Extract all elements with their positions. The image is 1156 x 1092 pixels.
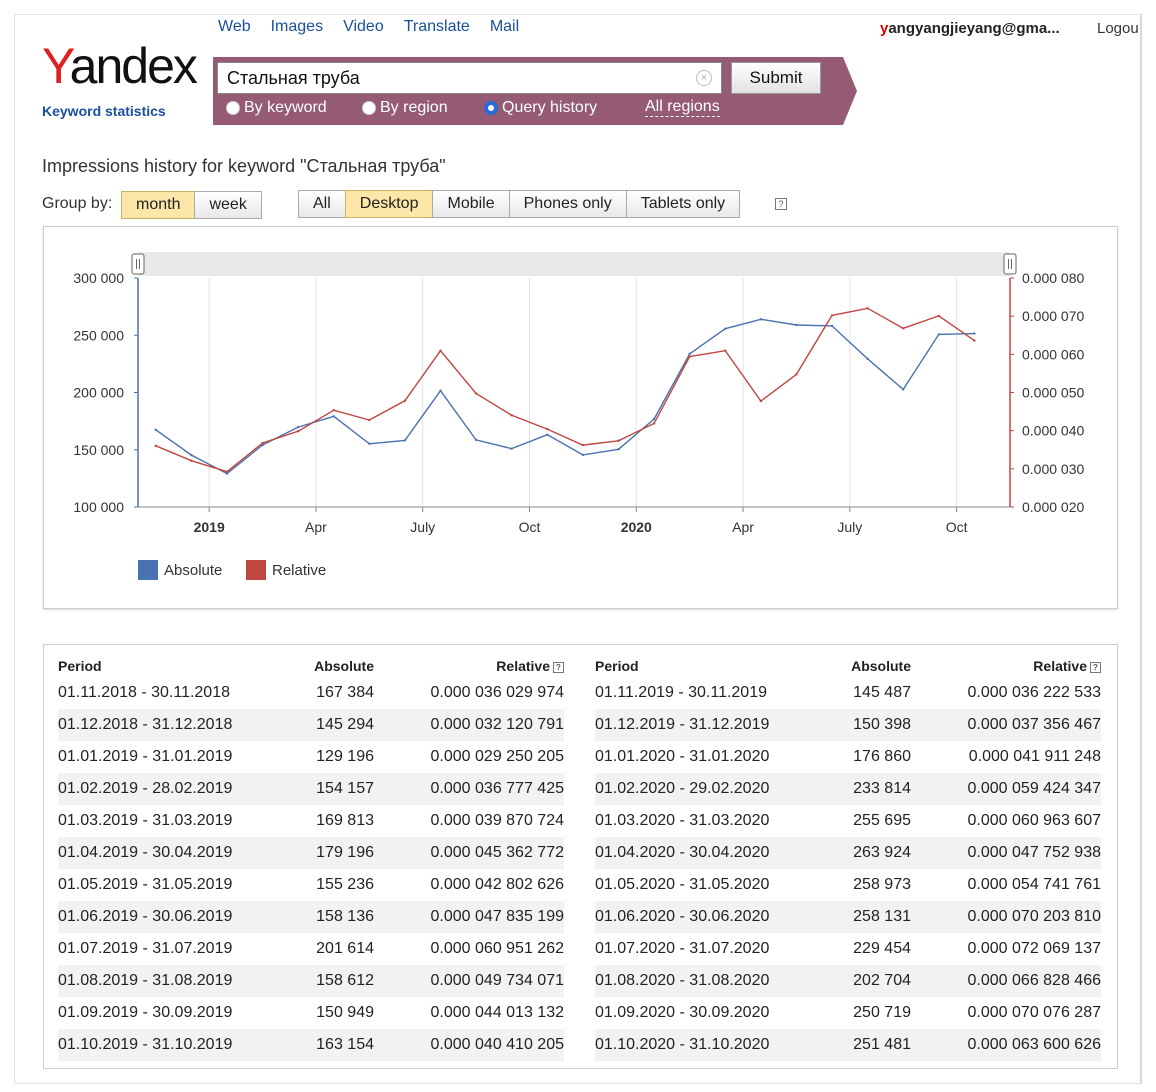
cell-relative: 0.000 047 752 938 <box>911 837 1101 869</box>
data-point-relative <box>724 349 726 351</box>
cell-relative: 0.000 037 356 467 <box>911 709 1101 741</box>
cell-relative: 0.000 072 069 137 <box>967 940 1101 957</box>
table-row <box>595 837 1101 869</box>
data-point-absolute <box>333 415 335 417</box>
data-point-relative <box>546 428 548 430</box>
table-row <box>595 773 1101 805</box>
cell-period: 01.08.2019 - 31.08.2019 <box>58 965 278 997</box>
y-tick-label-right: 0.000 040 <box>1022 422 1085 439</box>
cell-period: 01.06.2019 - 30.06.2019 <box>58 901 278 933</box>
x-tick-label: Apr <box>305 519 327 535</box>
data-point-absolute <box>617 448 619 450</box>
cell-relative: 0.000 047 835 199 <box>374 901 564 933</box>
history-table-right <box>595 655 1101 1061</box>
logo-subtitle: Keyword statistics <box>42 103 166 119</box>
nav-images-link[interactable]: Images <box>270 18 324 35</box>
search-input[interactable] <box>217 62 722 94</box>
chart-container <box>43 226 1118 609</box>
table-row <box>58 965 564 997</box>
table-row <box>58 677 564 709</box>
radio-selected-icon <box>484 101 498 115</box>
device-desktop-button[interactable]: Desktop <box>345 190 433 218</box>
cell-absolute: 129 196 <box>316 748 374 765</box>
user-name: angyangjieyang@gma... <box>888 20 1060 37</box>
y-tick-label-right: 0.000 060 <box>1022 346 1085 363</box>
y-tick-label-left: 200 000 <box>73 384 124 401</box>
col-period[interactable]: Period <box>58 658 102 674</box>
table-row <box>595 901 1101 933</box>
help-icon[interactable]: ? <box>775 198 787 210</box>
table-row <box>595 805 1101 837</box>
range-handle-left[interactable] <box>132 254 144 274</box>
user-initial: y <box>880 20 889 37</box>
cell-relative: 0.000 044 013 132 <box>430 1004 564 1021</box>
data-point-absolute <box>653 418 655 420</box>
help-icon[interactable]: ? <box>1090 662 1101 673</box>
cell-absolute: 202 704 <box>815 965 911 997</box>
cell-relative: 0.000 036 777 425 <box>374 773 564 805</box>
cell-absolute: 158 612 <box>278 965 374 997</box>
cell-absolute: 167 384 <box>316 684 374 701</box>
cell-period: 01.09.2020 - 30.09.2020 <box>595 1004 770 1021</box>
data-point-relative <box>297 430 299 432</box>
data-point-relative <box>261 442 263 444</box>
cell-absolute: 250 719 <box>853 1004 911 1021</box>
radio-by-keyword[interactable]: By keyword <box>226 99 327 117</box>
radio-circle-icon <box>226 101 240 115</box>
cell-absolute: 145 487 <box>853 684 911 701</box>
table-row <box>58 869 564 901</box>
x-tick-label: Apr <box>732 519 754 535</box>
data-point-relative <box>155 445 157 447</box>
table-row <box>58 901 564 933</box>
table-row <box>595 677 1101 709</box>
device-all-button[interactable]: All <box>298 190 345 218</box>
data-point-relative <box>582 444 584 446</box>
cell-period: 01.09.2019 - 30.09.2019 <box>58 1004 233 1021</box>
cell-absolute: 251 481 <box>815 1029 911 1061</box>
cell-period: 01.05.2019 - 31.05.2019 <box>58 876 233 893</box>
table-row <box>58 933 564 965</box>
data-point-absolute <box>190 454 192 456</box>
cell-absolute: 229 454 <box>853 940 911 957</box>
data-point-absolute <box>760 318 762 320</box>
group-month-button[interactable]: month <box>121 191 194 219</box>
data-point-absolute <box>511 447 513 449</box>
col-absolute[interactable]: Absolute <box>314 658 374 674</box>
group-by-toggle <box>121 191 262 219</box>
cell-period: 01.10.2020 - 31.10.2020 <box>595 1029 815 1061</box>
data-point-absolute <box>902 388 904 390</box>
cell-absolute: 150 949 <box>316 1004 374 1021</box>
yandex-logo[interactable]: Yandex <box>42 38 196 94</box>
y-tick-label-right: 0.000 030 <box>1022 460 1085 477</box>
y-tick-label-left: 150 000 <box>73 441 124 458</box>
data-point-absolute <box>831 325 833 327</box>
legend-swatch-relative <box>246 560 266 580</box>
data-point-absolute <box>368 443 370 445</box>
cell-period: 01.12.2018 - 31.12.2018 <box>58 709 278 741</box>
data-point-relative <box>439 350 441 352</box>
data-point-relative <box>190 460 192 462</box>
cell-relative: 0.000 036 222 533 <box>967 684 1101 701</box>
data-point-absolute <box>297 426 299 428</box>
cell-period: 01.03.2019 - 31.03.2019 <box>58 812 233 829</box>
cell-absolute: 145 294 <box>278 709 374 741</box>
data-point-relative <box>511 414 513 416</box>
cell-absolute: 163 154 <box>278 1029 374 1061</box>
cell-period: 01.02.2019 - 28.02.2019 <box>58 773 278 805</box>
data-point-relative <box>795 373 797 375</box>
table-row <box>595 997 1101 1029</box>
table-row <box>58 709 564 741</box>
device-filter <box>298 190 740 218</box>
cell-relative: 0.000 042 802 626 <box>430 876 564 893</box>
table-row <box>58 1029 564 1061</box>
data-point-absolute <box>973 332 975 334</box>
table-row <box>58 805 564 837</box>
data-point-relative <box>226 470 228 472</box>
cell-period: 01.07.2019 - 31.07.2019 <box>58 940 233 957</box>
data-point-absolute <box>582 454 584 456</box>
table-row <box>58 997 564 1029</box>
table-row <box>595 933 1101 965</box>
range-selector-track <box>138 252 1010 276</box>
cell-period: 01.07.2020 - 31.07.2020 <box>595 940 770 957</box>
data-point-relative <box>368 419 370 421</box>
all-regions-link[interactable]: All regions <box>645 98 720 115</box>
cell-period: 01.10.2019 - 31.10.2019 <box>58 1029 278 1061</box>
data-point-absolute <box>938 333 940 335</box>
cell-relative: 0.000 054 741 761 <box>967 876 1101 893</box>
x-tick-label: July <box>837 519 863 535</box>
clear-icon[interactable]: × <box>696 70 712 86</box>
cell-period: 01.03.2020 - 31.03.2020 <box>595 812 770 829</box>
cell-absolute: 155 236 <box>316 876 374 893</box>
table-row <box>58 741 564 773</box>
cell-period: 01.04.2020 - 30.04.2020 <box>595 837 815 869</box>
cell-absolute: 179 196 <box>278 837 374 869</box>
cell-relative: 0.000 070 203 810 <box>911 901 1101 933</box>
logout-link[interactable]: Logou <box>1097 20 1139 37</box>
device-mobile-button[interactable]: Mobile <box>432 190 508 218</box>
x-tick-label: July <box>410 519 436 535</box>
group-week-button[interactable]: week <box>194 191 261 219</box>
cell-period: 01.11.2019 - 30.11.2019 <box>595 684 767 701</box>
nav-web-link[interactable]: Web <box>218 18 251 35</box>
top-nav <box>218 18 519 36</box>
y-tick-label-right: 0.000 020 <box>1022 499 1085 515</box>
y-tick-label-left: 250 000 <box>73 327 124 344</box>
cell-relative: 0.000 049 734 071 <box>374 965 564 997</box>
table-row <box>58 837 564 869</box>
data-point-relative <box>760 400 762 402</box>
radio-circle-icon <box>362 101 376 115</box>
cell-relative: 0.000 029 250 205 <box>430 748 564 765</box>
page-title: Impressions history for keyword "Стальная труба" <box>42 156 446 176</box>
data-point-absolute <box>404 439 406 441</box>
cell-relative: 0.000 060 951 262 <box>430 940 564 957</box>
cell-absolute: 258 973 <box>853 876 911 893</box>
table-row <box>595 869 1101 901</box>
col-period[interactable]: Period <box>595 658 639 674</box>
cell-period: 01.12.2019 - 31.12.2019 <box>595 709 815 741</box>
legend-relative[interactable]: Relative <box>246 560 326 580</box>
x-tick-label: 2019 <box>193 519 225 535</box>
data-point-relative <box>475 392 477 394</box>
series-line-absolute <box>156 319 975 473</box>
legend-absolute[interactable]: Absolute <box>138 560 222 580</box>
help-icon[interactable]: ? <box>553 662 564 673</box>
data-point-relative <box>831 314 833 316</box>
cell-relative: 0.000 041 911 248 <box>968 748 1101 765</box>
y-tick-label-right: 0.000 080 <box>1022 270 1085 286</box>
y-tick-label-left: 300 000 <box>73 270 124 286</box>
series-line-relative <box>156 308 975 471</box>
search-panel-arrow <box>843 57 857 125</box>
y-tick-label-left: 100 000 <box>73 499 124 515</box>
data-point-absolute <box>546 433 548 435</box>
table-row <box>595 709 1101 741</box>
data-point-absolute <box>155 429 157 431</box>
nav-translate-link[interactable]: Translate <box>403 18 470 35</box>
history-table-left <box>58 655 564 1061</box>
x-tick-label: 2020 <box>620 519 652 535</box>
cell-relative: 0.000 039 870 724 <box>430 812 564 829</box>
data-point-absolute <box>724 328 726 330</box>
data-point-relative <box>938 315 940 317</box>
nav-video-link[interactable]: Video <box>343 18 384 35</box>
cell-absolute: 176 860 <box>853 748 911 765</box>
col-relative[interactable]: Relative ? <box>374 655 564 677</box>
cell-period: 01.08.2020 - 31.08.2020 <box>595 965 815 997</box>
radio-by-region[interactable]: By region <box>362 99 448 117</box>
cell-absolute: 263 924 <box>815 837 911 869</box>
data-point-relative <box>404 400 406 402</box>
history-tables <box>43 644 1118 1069</box>
data-point-relative <box>866 307 868 309</box>
col-relative[interactable]: Relative ? <box>911 655 1101 677</box>
cell-period: 01.05.2020 - 31.05.2020 <box>595 876 770 893</box>
data-point-relative <box>902 327 904 329</box>
table-row <box>595 741 1101 773</box>
submit-button[interactable]: Submit <box>731 62 821 94</box>
group-by-label: Group by: <box>42 195 113 212</box>
table-row <box>595 1029 1101 1061</box>
cell-relative: 0.000 070 076 287 <box>967 1004 1101 1021</box>
cell-absolute: 233 814 <box>815 773 911 805</box>
table-row <box>595 965 1101 997</box>
cell-relative: 0.000 036 029 974 <box>430 684 564 701</box>
data-point-relative <box>653 422 655 424</box>
cell-absolute: 150 398 <box>815 709 911 741</box>
data-point-relative <box>688 355 690 357</box>
legend-swatch-absolute <box>138 560 158 580</box>
impressions-chart <box>44 227 1119 610</box>
data-point-absolute <box>475 439 477 441</box>
radio-query-history[interactable]: Query history <box>484 99 597 117</box>
device-tablets-button[interactable]: Tablets only <box>626 190 741 218</box>
x-tick-label: Oct <box>518 519 541 535</box>
data-point-absolute <box>688 353 690 355</box>
cell-period: 01.11.2018 - 30.11.2018 <box>58 684 230 701</box>
cell-absolute: 169 813 <box>316 812 374 829</box>
cell-period: 01.02.2020 - 29.02.2020 <box>595 773 815 805</box>
cell-absolute: 201 614 <box>316 940 374 957</box>
nav-mail-link[interactable]: Mail <box>489 18 520 35</box>
user-account[interactable] <box>880 20 1060 37</box>
x-tick-label: Oct <box>945 519 968 535</box>
range-handle-right[interactable] <box>1004 254 1016 274</box>
data-point-relative <box>617 440 619 442</box>
cell-period: 01.01.2019 - 31.01.2019 <box>58 748 233 765</box>
cell-absolute: 158 136 <box>278 901 374 933</box>
cell-relative: 0.000 045 362 772 <box>374 837 564 869</box>
data-point-absolute <box>866 358 868 360</box>
table-row <box>58 773 564 805</box>
cell-period: 01.06.2020 - 30.06.2020 <box>595 901 815 933</box>
cell-relative: 0.000 060 963 607 <box>967 812 1101 829</box>
y-tick-label-right: 0.000 070 <box>1022 308 1085 325</box>
cell-relative: 0.000 059 424 347 <box>911 773 1101 805</box>
data-point-relative <box>333 409 335 411</box>
data-point-absolute <box>439 389 441 391</box>
data-point-absolute <box>795 324 797 326</box>
cell-relative: 0.000 063 600 626 <box>911 1029 1101 1061</box>
cell-period: 01.01.2020 - 31.01.2020 <box>595 748 770 765</box>
device-phones-button[interactable]: Phones only <box>509 190 626 218</box>
col-absolute[interactable]: Absolute <box>851 658 911 674</box>
cell-relative: 0.000 032 120 791 <box>374 709 564 741</box>
cell-relative: 0.000 066 828 466 <box>911 965 1101 997</box>
cell-relative: 0.000 040 410 205 <box>374 1029 564 1061</box>
cell-period: 01.04.2019 - 30.04.2019 <box>58 837 278 869</box>
data-point-relative <box>973 339 975 341</box>
cell-absolute: 154 157 <box>278 773 374 805</box>
cell-absolute: 258 131 <box>815 901 911 933</box>
cell-absolute: 255 695 <box>853 812 911 829</box>
y-tick-label-right: 0.000 050 <box>1022 384 1085 401</box>
